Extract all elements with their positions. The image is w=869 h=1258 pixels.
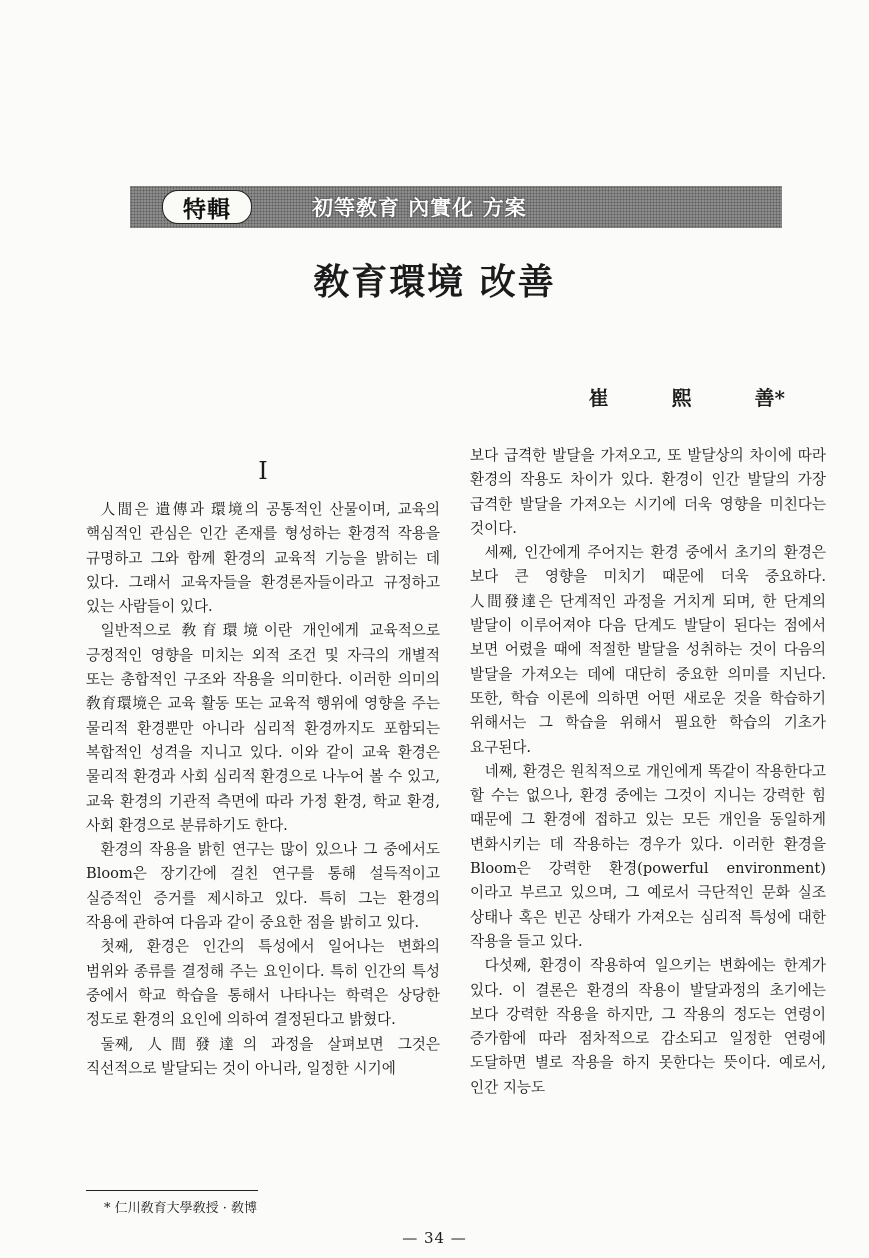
paragraph: 세째, 인간에게 주어지는 환경 중에서 초기의 환경은 보다 큰 영향을 미치기 때문에 더욱 중요하다. 人間發達은 단계적인 과정을 거치게 되며, 한 단계의 발달이 이루어져야 다음 단계도 발달이 된다는 점에서 보면 어렸을 때에 적절한 발달을 성취하는 것이 다음의 발달을 가져오는 데에 대단히 중요한 의미를 지닌다. 또한, 학습 이론에 의하면 어떤 새로운 것을 학습하기 위해서는 그 학습을 위해서 필요한 학습의 기초가 요구된다.	[470, 544, 826, 756]
feature-badge: 特輯	[162, 190, 252, 224]
section-number: I	[258, 457, 268, 485]
left-column	[86, 444, 440, 1081]
feature-banner	[130, 186, 782, 228]
author-char: 崔	[588, 386, 609, 410]
author-char: 善*	[754, 386, 785, 410]
footnote-divider	[86, 1190, 258, 1191]
feature-subtitle: 初等敎育 內實化 方案	[312, 196, 527, 220]
author-name	[533, 382, 785, 411]
right-column	[470, 444, 826, 1100]
article-title: 敎育環境 改善	[313, 261, 556, 303]
author-char: 熙	[671, 386, 692, 410]
paragraph: 다섯째, 환경이 작용하여 일으키는 변화에는 한계가 있다. 이 결론은 환경의 작용이 발달과정의 초기에는 보다 강력한 작용을 하지만, 그 작용의 정도는 연령이 증가함에 따라 점차적으로 감소되고 일정한 연령에 도달하면 별로 작용을 하지 못한다는 뜻이다. 예로서, 인간 지능도	[470, 957, 826, 1096]
paragraph: 둘째, 人間發達의 과정을 살펴보면 그것은 직선적으로 발달되는 것이 아니라, 일정한 시기에	[86, 1035, 440, 1077]
page-number: — 34 —	[402, 1229, 467, 1247]
paragraph: 보다 급격한 발달을 가져오고, 또 발달상의 차이에 따라 환경의 작용도 차이가 있다. 환경이 인간 발달의 가장 급격한 발달을 가져오는 시기에 더욱 영향을 미친다는 것이다.	[470, 447, 826, 537]
paragraph: 첫째, 환경은 인간의 특성에서 일어나는 변화의 범위와 종류를 결정해 주는 요인이다. 특히 인간의 특성 중에서 학교 학습을 통해서 나타나는 학력은 상당한 정도로 환경의 요인에 의하여 결정된다고 밝혔다.	[86, 938, 440, 1029]
paragraph: 人間은 遺傳과 環境의 공통적인 산물이며, 교육의 핵심적인 관심은 인간 존재를 형성하는 환경적 작용을 규명하고 그와 함께 환경의 교육적 기능을 밝히는 데 있다. 그래서 교육자들을 환경론자들이라고 규정하고 있는 사람들이 있다.	[86, 501, 440, 616]
footnote: * 仁川敎育大學敎授 · 敎博	[104, 1201, 258, 1216]
paragraph: 네째, 환경은 원칙적으로 개인에게 똑같이 작용한다고 할 수는 없으나, 환경 중에는 그것이 지니는 강력한 힘 때문에 그 환경에 접하고 있는 모든 개인을 동일하게 변화시키는 데 작용하는 경우가 있다. 이러한 환경을 Bloom은 강력한 환경(powerful environment)이라고 부르고 있으며, 그 예로서 극단적인 문화 실조 상태나 혹은 빈곤 상태가 가져오는 심리적 특성에 대한 작용을 들고 있다.	[470, 762, 826, 950]
paragraph: 일반적으로 敎育環境이란 개인에게 교육적으로 긍정적인 영향을 미치는 외적 조건 및 자극의 개별적 또는 총합적인 구조와 작용을 의미한다. 이러한 의미의 敎育環境은 교육 활동 또는 교육적 행위에 영향을 주는 물리적 환경뿐만 아니라 심리적 환경까지도 포함되는 복합적인 성격을 지니고 있다. 이와 같이 교육 환경은 물리적 환경과 사회 심리적 환경으로 나누어 볼 수 있고, 교육 환경의 기관적 측면에 따라 가정 환경, 학교 환경, 사회 환경으로 분류하기도 한다.	[86, 622, 440, 834]
paragraph: 환경의 작용을 밝힌 연구는 많이 있으나 그 중에서도 Bloom은 장기간에 걸친 연구를 통해 설득적이고 실증적인 증거를 제시하고 있다. 특히 그는 환경의 작용에 관하여 다음과 같이 중요한 점을 밝히고 있다.	[86, 841, 440, 932]
